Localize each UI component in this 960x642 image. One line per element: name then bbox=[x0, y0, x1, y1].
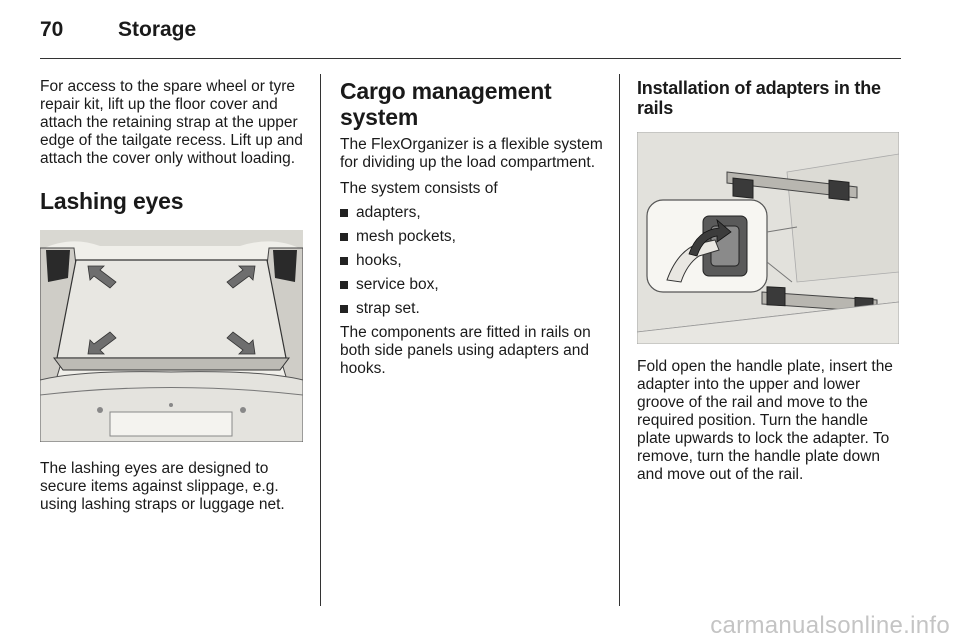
lashing-eyes-illustration bbox=[40, 230, 303, 442]
bullet-square-icon bbox=[340, 281, 348, 289]
bullet-square-icon bbox=[340, 305, 348, 313]
installation-instructions: Fold open the handle plate, insert the adapter into the upper and lower groove of the rail and move to the required position. Turn the handle plate upwards to lock the adapter. To remove, turn the handle plate down and move out of the rail. bbox=[637, 358, 893, 483]
spare-wheel-paragraph: For access to the spare wheel or tyre repair kit, lift up the floor cover and attach the retaining strap at the upper edge of the tailgate recess. Lift up and attach the cover only without loading. bbox=[40, 78, 303, 167]
lashing-eyes-caption: The lashing eyes are designed to secure items against slippage, e.g. using lashing straps or luggage net. bbox=[40, 460, 285, 513]
bullet-square-icon bbox=[340, 257, 348, 265]
bullet-square-icon bbox=[340, 233, 348, 241]
column-divider-1 bbox=[320, 74, 321, 606]
flexorganizer-paragraph: The FlexOrganizer is a flexible system for dividing up the load compartment. bbox=[340, 136, 603, 171]
adapter-rail-illustration bbox=[637, 132, 899, 344]
component-list bbox=[340, 204, 606, 318]
lashing-eyes-heading: Lashing eyes bbox=[40, 188, 184, 214]
column-divider-2 bbox=[619, 74, 620, 606]
header-rule bbox=[40, 58, 901, 59]
column-2 bbox=[340, 78, 606, 386]
watermark-text: carmanualsonline.info bbox=[710, 612, 950, 639]
list-item: hooks, bbox=[340, 252, 606, 270]
list-item: service box, bbox=[340, 276, 606, 294]
page-number: 70 bbox=[40, 18, 64, 41]
column-3 bbox=[637, 78, 901, 492]
adapter-installation-heading: Installation of adapters in the rails bbox=[637, 78, 881, 118]
system-consists-paragraph: The system consists of bbox=[340, 180, 498, 197]
column-1 bbox=[40, 78, 306, 522]
list-item: mesh pockets, bbox=[340, 228, 606, 246]
components-fitted-paragraph: The components are fitted in rails on both side panels using adapters and hooks. bbox=[340, 324, 591, 377]
list-item: strap set. bbox=[340, 300, 606, 318]
list-item: adapters, bbox=[340, 204, 606, 222]
bullet-square-icon bbox=[340, 209, 348, 217]
section-title: Storage bbox=[118, 18, 197, 41]
cargo-management-heading: Cargo management system bbox=[340, 78, 552, 130]
